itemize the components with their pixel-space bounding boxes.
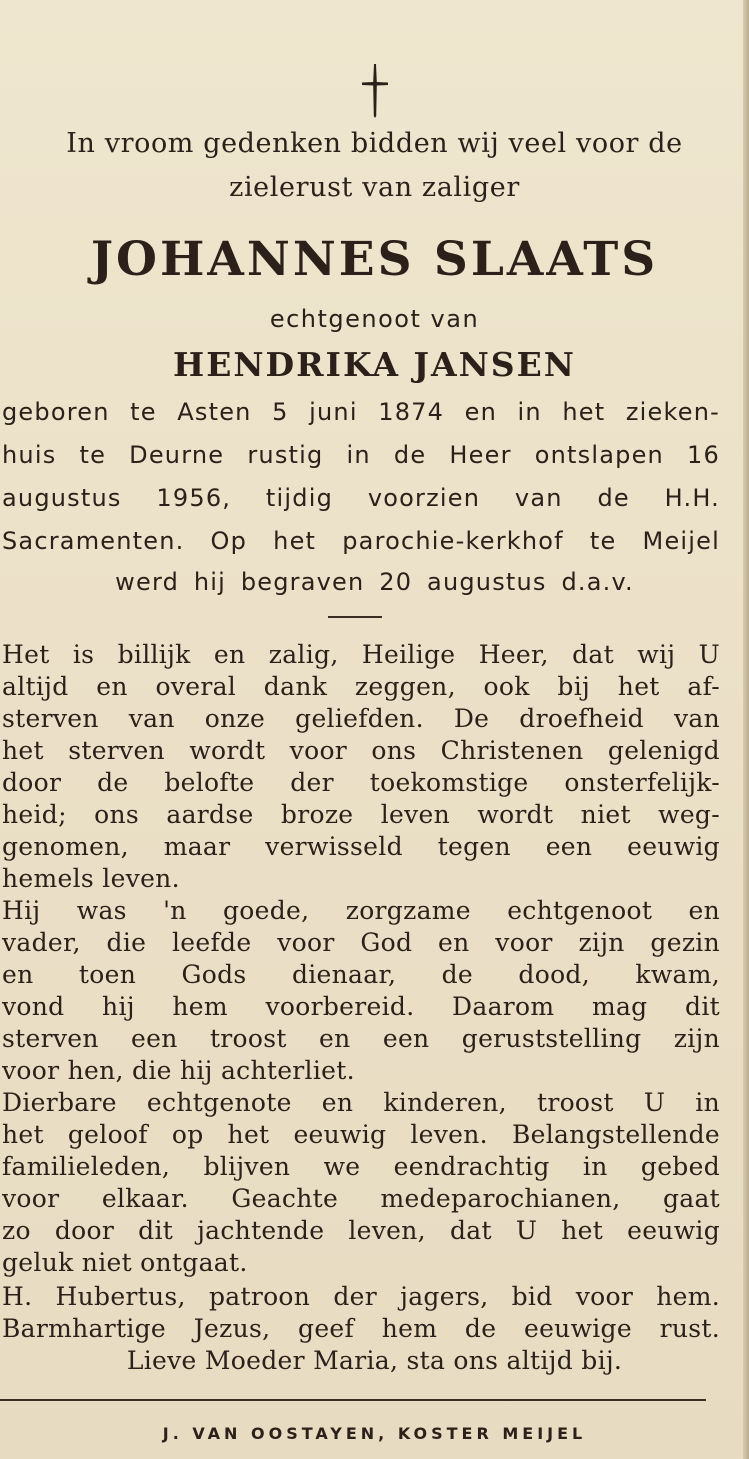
body-line: altijd en overal dank zeggen, ook bij het af- bbox=[2, 672, 720, 701]
body-line: voor elkaar. Geachte medeparochianen, gaat bbox=[2, 1184, 720, 1213]
intro-line-2: zielerust van zaliger bbox=[229, 172, 520, 203]
spouse-label: echtgenoot van bbox=[269, 305, 480, 333]
deceased-name: JOHANNES SLAATS bbox=[90, 232, 659, 287]
body-line: Het is billijk en zalig, Heilige Heer, dat wij U bbox=[2, 640, 720, 669]
body-line: sterven een troost en een geruststelling zijn bbox=[2, 1024, 720, 1053]
body-line: hemels leven. bbox=[2, 864, 180, 893]
bio-line: Sacramenten. Op het parochie-kerkhof te Meijel bbox=[2, 527, 720, 555]
footer-divider bbox=[0, 1399, 706, 1401]
body-line: Dierbare echtgenote en kinderen, troost U in bbox=[2, 1088, 720, 1117]
body-line: geluk niet ontgaat. bbox=[2, 1248, 248, 1277]
prayer-line: Lieve Moeder Maria, sta ons altijd bij. bbox=[126, 1346, 623, 1375]
body-line: zo door dit jachtende leven, dat U het eeuwig bbox=[2, 1216, 720, 1245]
spouse-name: HENDRIKA JANSEN bbox=[173, 345, 576, 384]
printer-credit: J. VAN OOSTAYEN, KOSTER MEIJEL bbox=[162, 1424, 587, 1443]
body-line: en toen Gods dienaar, de dood, kwam, bbox=[2, 960, 720, 989]
body-line: heid; ons aardse broze leven wordt niet weg- bbox=[2, 800, 720, 829]
body-line: vond hij hem voorbereid. Daarom mag dit bbox=[2, 992, 720, 1021]
intro-line-1: In vroom gedenken bidden wij veel voor de bbox=[66, 128, 683, 159]
bio-line: werd hij begraven 20 augustus d.a.v. bbox=[115, 568, 634, 596]
body-line: voor hen, die hij achterliet. bbox=[2, 1056, 355, 1085]
body-line: vader, die leefde voor God en voor zijn gezin bbox=[2, 928, 720, 957]
cross-icon bbox=[0, 62, 749, 125]
body-line: familieleden, blijven we eendrachtig in gebed bbox=[2, 1152, 720, 1181]
body-line: Hij was 'n goede, zorgzame echtgenoot en bbox=[2, 896, 720, 925]
divider bbox=[328, 616, 382, 618]
body-line: door de belofte der toekomstige onsterfelijk- bbox=[2, 768, 720, 797]
bio-line: huis te Deurne rustig in de Heer ontslapen 16 bbox=[2, 441, 720, 469]
body-line: sterven van onze geliefden. De droefheid van bbox=[2, 704, 720, 733]
bio-line: augustus 1956, tijdig voorzien van de H.H. bbox=[2, 484, 720, 512]
card-edge bbox=[743, 0, 749, 1459]
body-line: het geloof op het eeuwig leven. Belangstellende bbox=[2, 1120, 720, 1149]
prayer-line: Barmhartige Jezus, geef hem de eeuwige rust. bbox=[2, 1314, 720, 1343]
body-line: genomen, maar verwisseld tegen een eeuwig bbox=[2, 832, 720, 861]
prayer-line: H. Hubertus, patroon der jagers, bid voor hem. bbox=[2, 1282, 720, 1311]
bio-line: geboren te Asten 5 juni 1874 en in het zieken- bbox=[2, 398, 720, 426]
body-line: het sterven wordt voor ons Christenen gelenigd bbox=[2, 736, 720, 765]
